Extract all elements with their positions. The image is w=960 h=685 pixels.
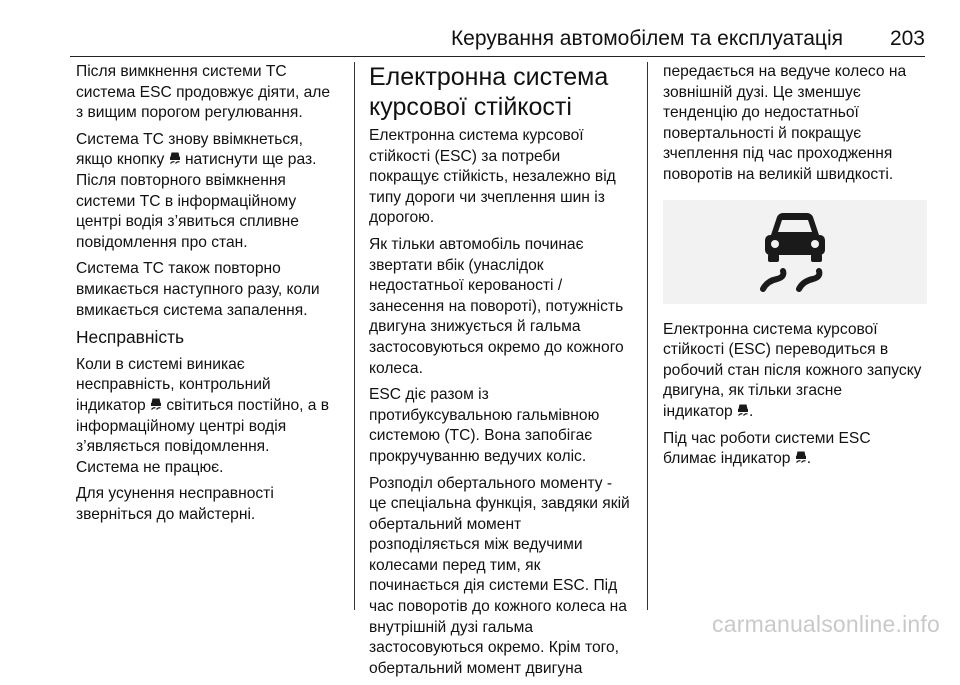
esc-skid-car-icon	[795, 450, 807, 464]
esc-skid-car-icon	[737, 403, 749, 417]
paragraph: ESC діє разом із протибуксувальною гальмівною системою (TC). Вона запобігає прокручуванню ведучих коліс.	[369, 386, 600, 465]
column-left	[76, 62, 341, 531]
paragraph	[76, 130, 341, 254]
esc-illustration	[663, 200, 927, 304]
section-title: Електронна система курсової стійкості	[369, 63, 609, 121]
paragraph-text: Електронна система курсової стійкості (ESC) переводиться в робочий стан після кожного запуску двигуна, як тільки згасне індикатор	[663, 320, 922, 420]
watermark: carmanualsonline.info	[712, 611, 940, 637]
paragraph: Як тільки автомобіль починає звертати вбік (унаслідок недостатньої керованості / занесення на повороті), потужність двигуна знижується й гальма застосовуються окремо до кожного колеса.	[369, 235, 624, 377]
esc-skid-car-icon	[169, 151, 181, 165]
paragraph	[663, 320, 928, 423]
paragraph: Для усунення несправності зверніться до майстерні.	[76, 485, 274, 523]
paragraph-text: Під час роботи системи ESC блимає індикатор	[663, 429, 871, 468]
paragraph: Після вимкнення системи ТС система ESC продовжує діяти, але з вищим порогом регулювання.	[76, 63, 331, 122]
paragraph-text: .	[749, 402, 754, 420]
paragraph: передається на ведуче колесо на зовнішній дузі. Це зменшує тенденцію до недостатньої повертальності й покращує зчеплення під час проходження поворотів на великій швидкості.	[663, 63, 907, 183]
esc-warning-light-icon	[755, 211, 835, 293]
column-middle	[369, 62, 634, 685]
paragraph	[76, 355, 341, 479]
paragraph: Електронна система курсової стійкості (ESC) за потреби покращує стійкість, незалежно від типу дороги чи зчеплення шин із дорогою.	[369, 127, 616, 227]
paragraph	[663, 429, 928, 470]
paragraph-text: світиться постійно, а в інформаційному центрі водія з’являється повідомлення. Система не працює.	[76, 396, 330, 476]
column-divider	[354, 62, 355, 610]
paragraph-text: Коли в системі виникає несправність, контрольний індикатор	[76, 355, 271, 414]
paragraph: Розподіл обертального моменту - це спеціальна функція, завдяки якій обертальний момент розподіляється між ведучими колесами перед тим, як починається дія системи ESC. Під час поворотів до кожного колеса на внутрішній дузі гальма застосовуються окремо. Крім того, обертальний момент двигуна	[369, 474, 630, 677]
paragraph-text: натиснути ще раз. Після повторного ввімкнення системи ТС в інформаційному центрі водія з’явиться спливне повідомлення про стан.	[76, 151, 317, 251]
column-divider	[647, 62, 648, 610]
header-title: Керування автомобілем та експлуатація	[450, 27, 843, 50]
paragraph-text: .	[806, 450, 812, 468]
column-right	[663, 62, 928, 476]
paragraph: Система ТС також повторно вмикається наступного разу, коли вмикається система запалення.	[76, 260, 320, 319]
page-number: 203	[889, 27, 925, 50]
esc-skid-car-icon	[150, 397, 162, 411]
section-heading: Несправність	[76, 327, 185, 348]
paragraph-text: Система ТС знову ввімкнеться, якщо кнопку	[76, 130, 303, 169]
page-header	[70, 22, 925, 57]
